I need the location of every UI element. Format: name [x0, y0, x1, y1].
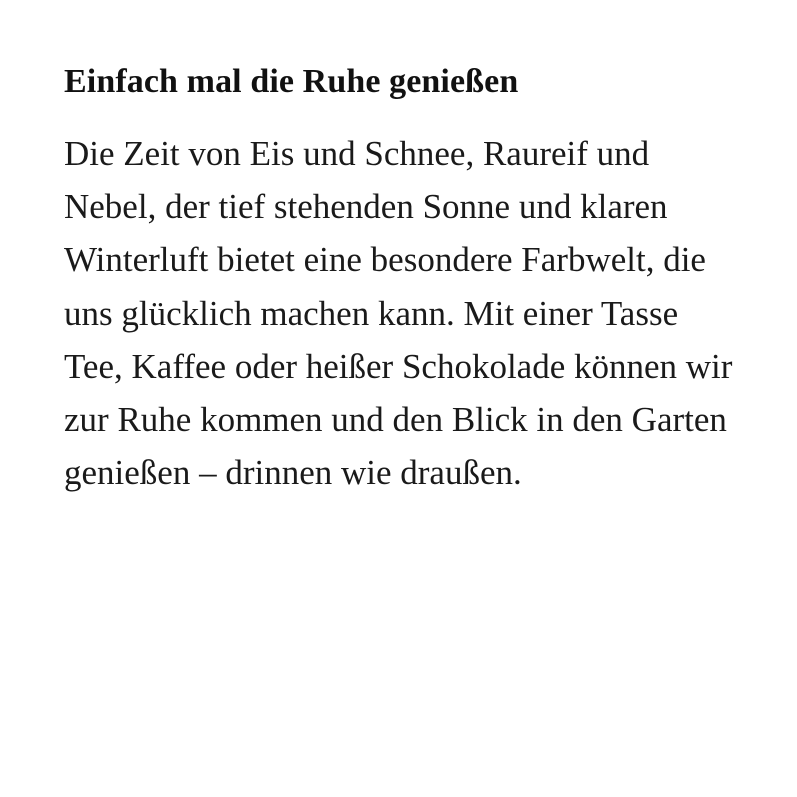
- page-title: Einfach mal die Ruhe genießen: [64, 63, 519, 100]
- article-paragraph: Die Zeit von Eis und Schnee, Raureif und Nebel, der tief stehenden Sonne und klaren Winterluft bietet eine besondere Farbwelt, die uns glücklich machen kann. Mit einer Tasse Tee, Kaffee oder heißer Schokolade können wir zur Ruhe kommen und den Blick in den Garten genießen – drinnen wie draußen.: [64, 134, 733, 493]
